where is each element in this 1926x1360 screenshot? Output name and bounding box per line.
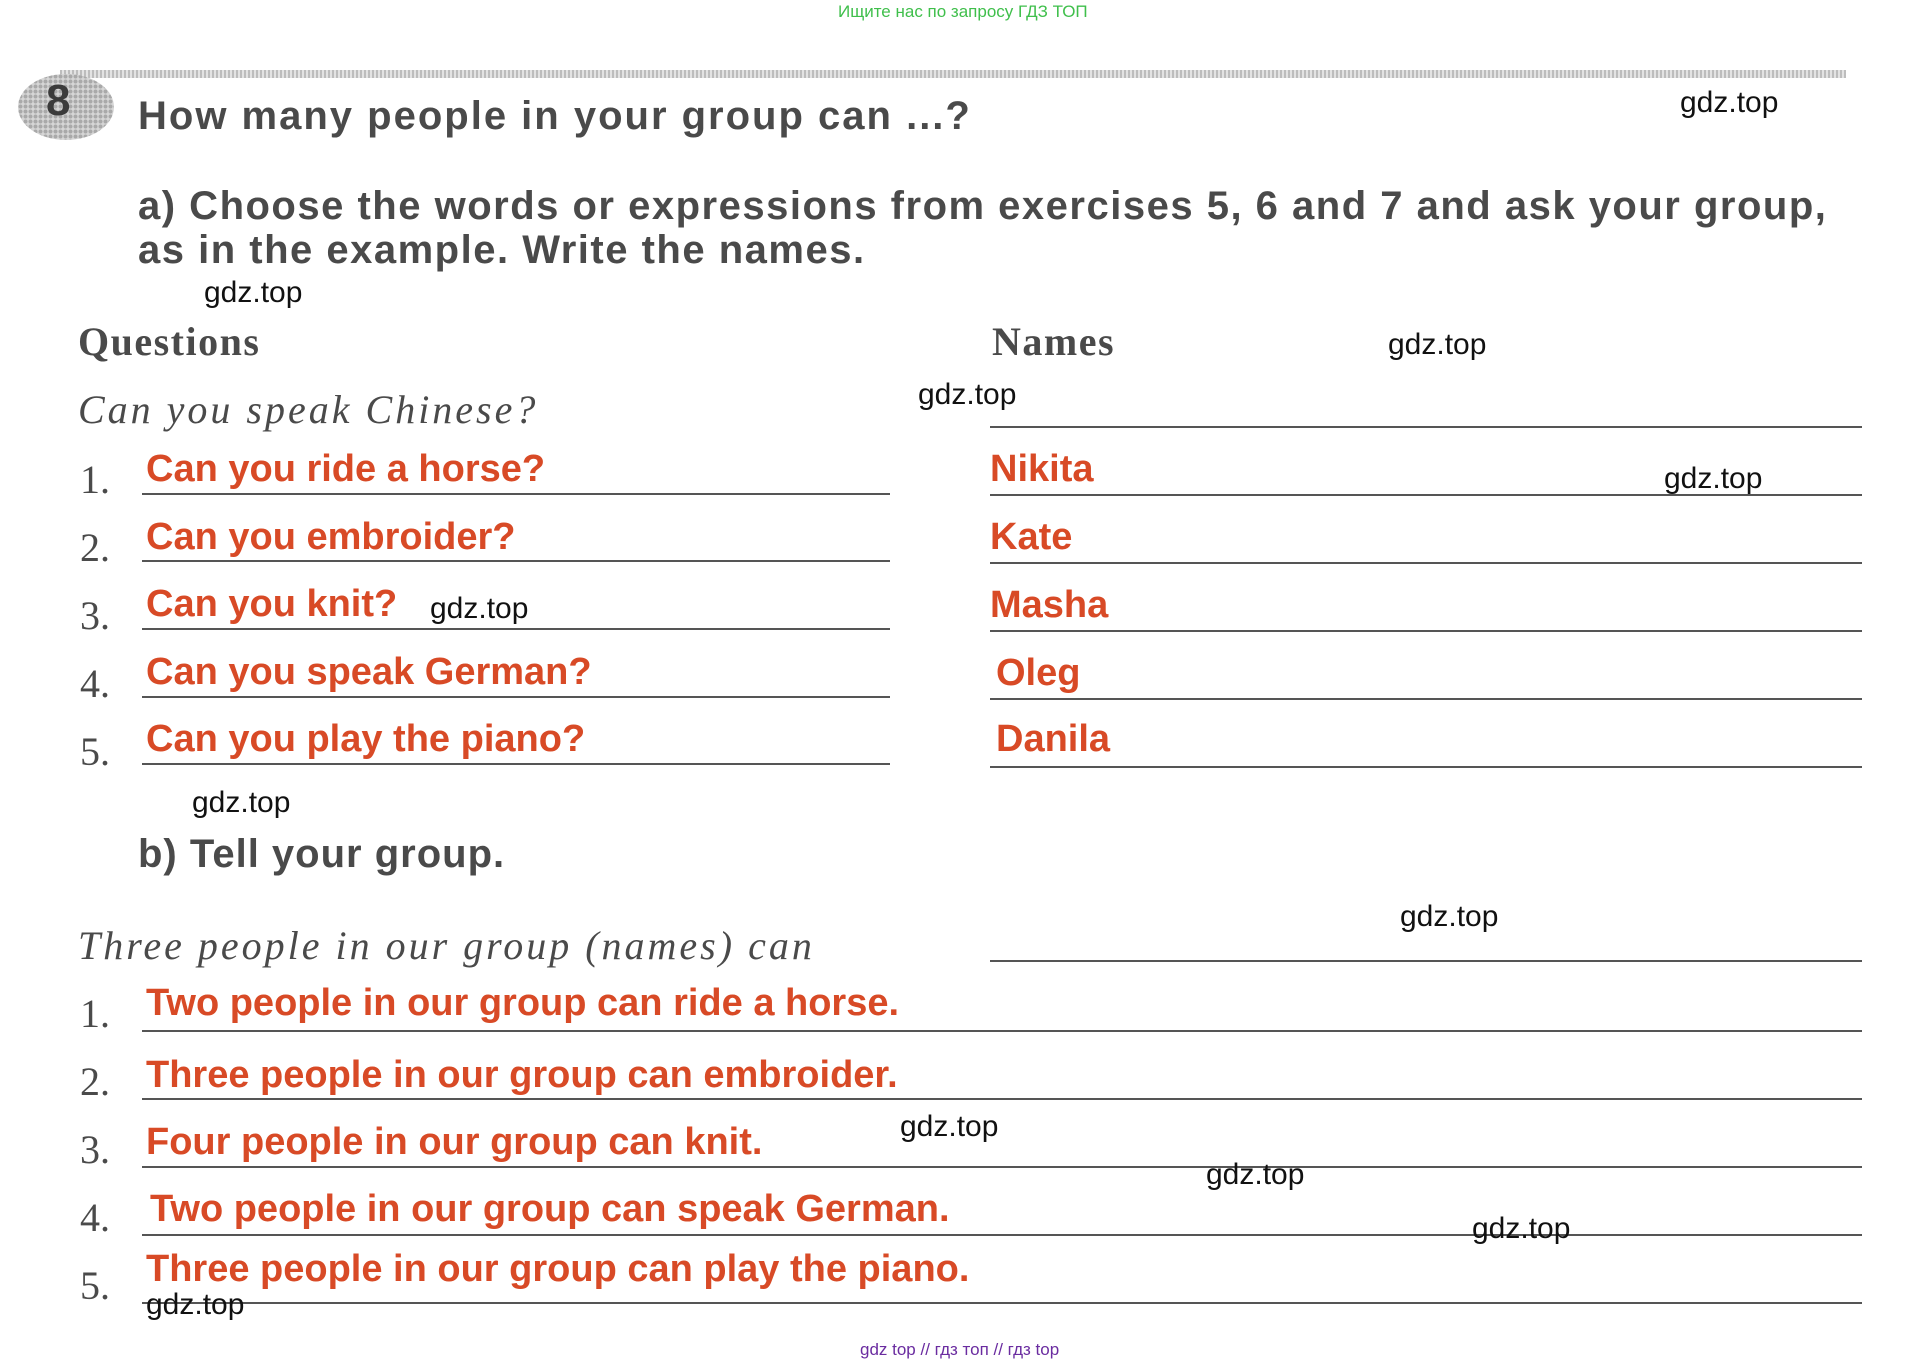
name-line	[990, 562, 1862, 564]
name-text: Nikita	[990, 448, 1094, 490]
question-text: Can you speak German?	[146, 651, 592, 693]
question-text: Can you play the piano?	[146, 718, 586, 760]
watermark: gdz.top	[1400, 900, 1499, 933]
question-text: Can you embroider?	[146, 516, 516, 558]
sentence-line	[142, 1302, 1862, 1304]
names-header: Names	[992, 319, 1116, 364]
sentence-line	[142, 1098, 1862, 1100]
watermark: gdz.top	[1206, 1158, 1305, 1191]
sentence-text: Four people in our group can knit.	[146, 1121, 763, 1163]
question-text: Can you ride a horse?	[146, 448, 546, 490]
example-question: Can you speak Chinese?	[78, 387, 539, 432]
questions-header: Questions	[78, 319, 261, 364]
sentence-text: Three people in our group can play the piano.	[146, 1248, 970, 1290]
exercise-number: 8	[46, 76, 71, 125]
part-b-example-line	[990, 960, 1862, 962]
watermark: gdz.top	[204, 276, 303, 309]
example-name-line	[990, 426, 1862, 428]
row-number: 5.	[80, 1263, 110, 1308]
sentence-text: Two people in our group can speak German.	[150, 1188, 950, 1230]
row-number: 4.	[80, 661, 110, 706]
watermark: gdz.top	[900, 1110, 999, 1143]
name-text: Kate	[990, 516, 1073, 558]
name-line	[990, 630, 1862, 632]
watermark: gdz.top	[918, 378, 1017, 411]
name-line	[990, 766, 1862, 768]
question-text: Can you knit?	[146, 583, 398, 625]
question-line	[142, 763, 890, 765]
part-b-example: Three people in our group (names) can	[78, 923, 815, 968]
question-line	[142, 628, 890, 630]
row-number: 4.	[80, 1195, 110, 1240]
header-rule	[60, 70, 1846, 78]
sentence-line	[142, 1234, 1862, 1236]
name-text: Danila	[996, 718, 1111, 760]
sentence-text: Two people in our group can ride a horse.	[146, 982, 900, 1024]
watermark: gdz.top	[1680, 86, 1779, 119]
question-line	[142, 696, 890, 698]
part-a-instruction: a) Choose the words or expressions from exercises 5, 6 and 7 and ask your group, as in the example. Write the names.	[138, 184, 1828, 272]
row-number: 3.	[80, 593, 110, 638]
name-text: Masha	[990, 584, 1109, 626]
name-line	[990, 698, 1862, 700]
question-line	[142, 560, 890, 562]
row-number: 3.	[80, 1127, 110, 1172]
sentence-line	[142, 1166, 1862, 1168]
part-b-instruction: b) Tell your group.	[138, 832, 506, 876]
name-text: Oleg	[996, 652, 1081, 694]
watermark: gdz.top	[192, 786, 291, 819]
watermark: gdz.top	[430, 592, 529, 625]
row-number: 1.	[80, 991, 110, 1036]
top-note: Ищите нас по запросу ГДЗ ТОП	[838, 2, 1088, 21]
row-number: 5.	[80, 729, 110, 774]
sentence-text: Three people in our group can embroider.	[146, 1054, 898, 1096]
row-number: 2.	[80, 525, 110, 570]
exercise-title: How many people in your group can ...?	[138, 94, 972, 138]
watermark: gdz.top	[1664, 462, 1763, 495]
row-number: 1.	[80, 457, 110, 502]
watermark: gdz.top	[1472, 1212, 1571, 1245]
sentence-line	[142, 1030, 1862, 1032]
question-line	[142, 493, 890, 495]
watermark: gdz.top	[146, 1288, 245, 1321]
row-number: 2.	[80, 1059, 110, 1104]
footer-text: gdz top // гдз топ // гдз top	[860, 1340, 1060, 1359]
watermark: gdz.top	[1388, 328, 1487, 361]
